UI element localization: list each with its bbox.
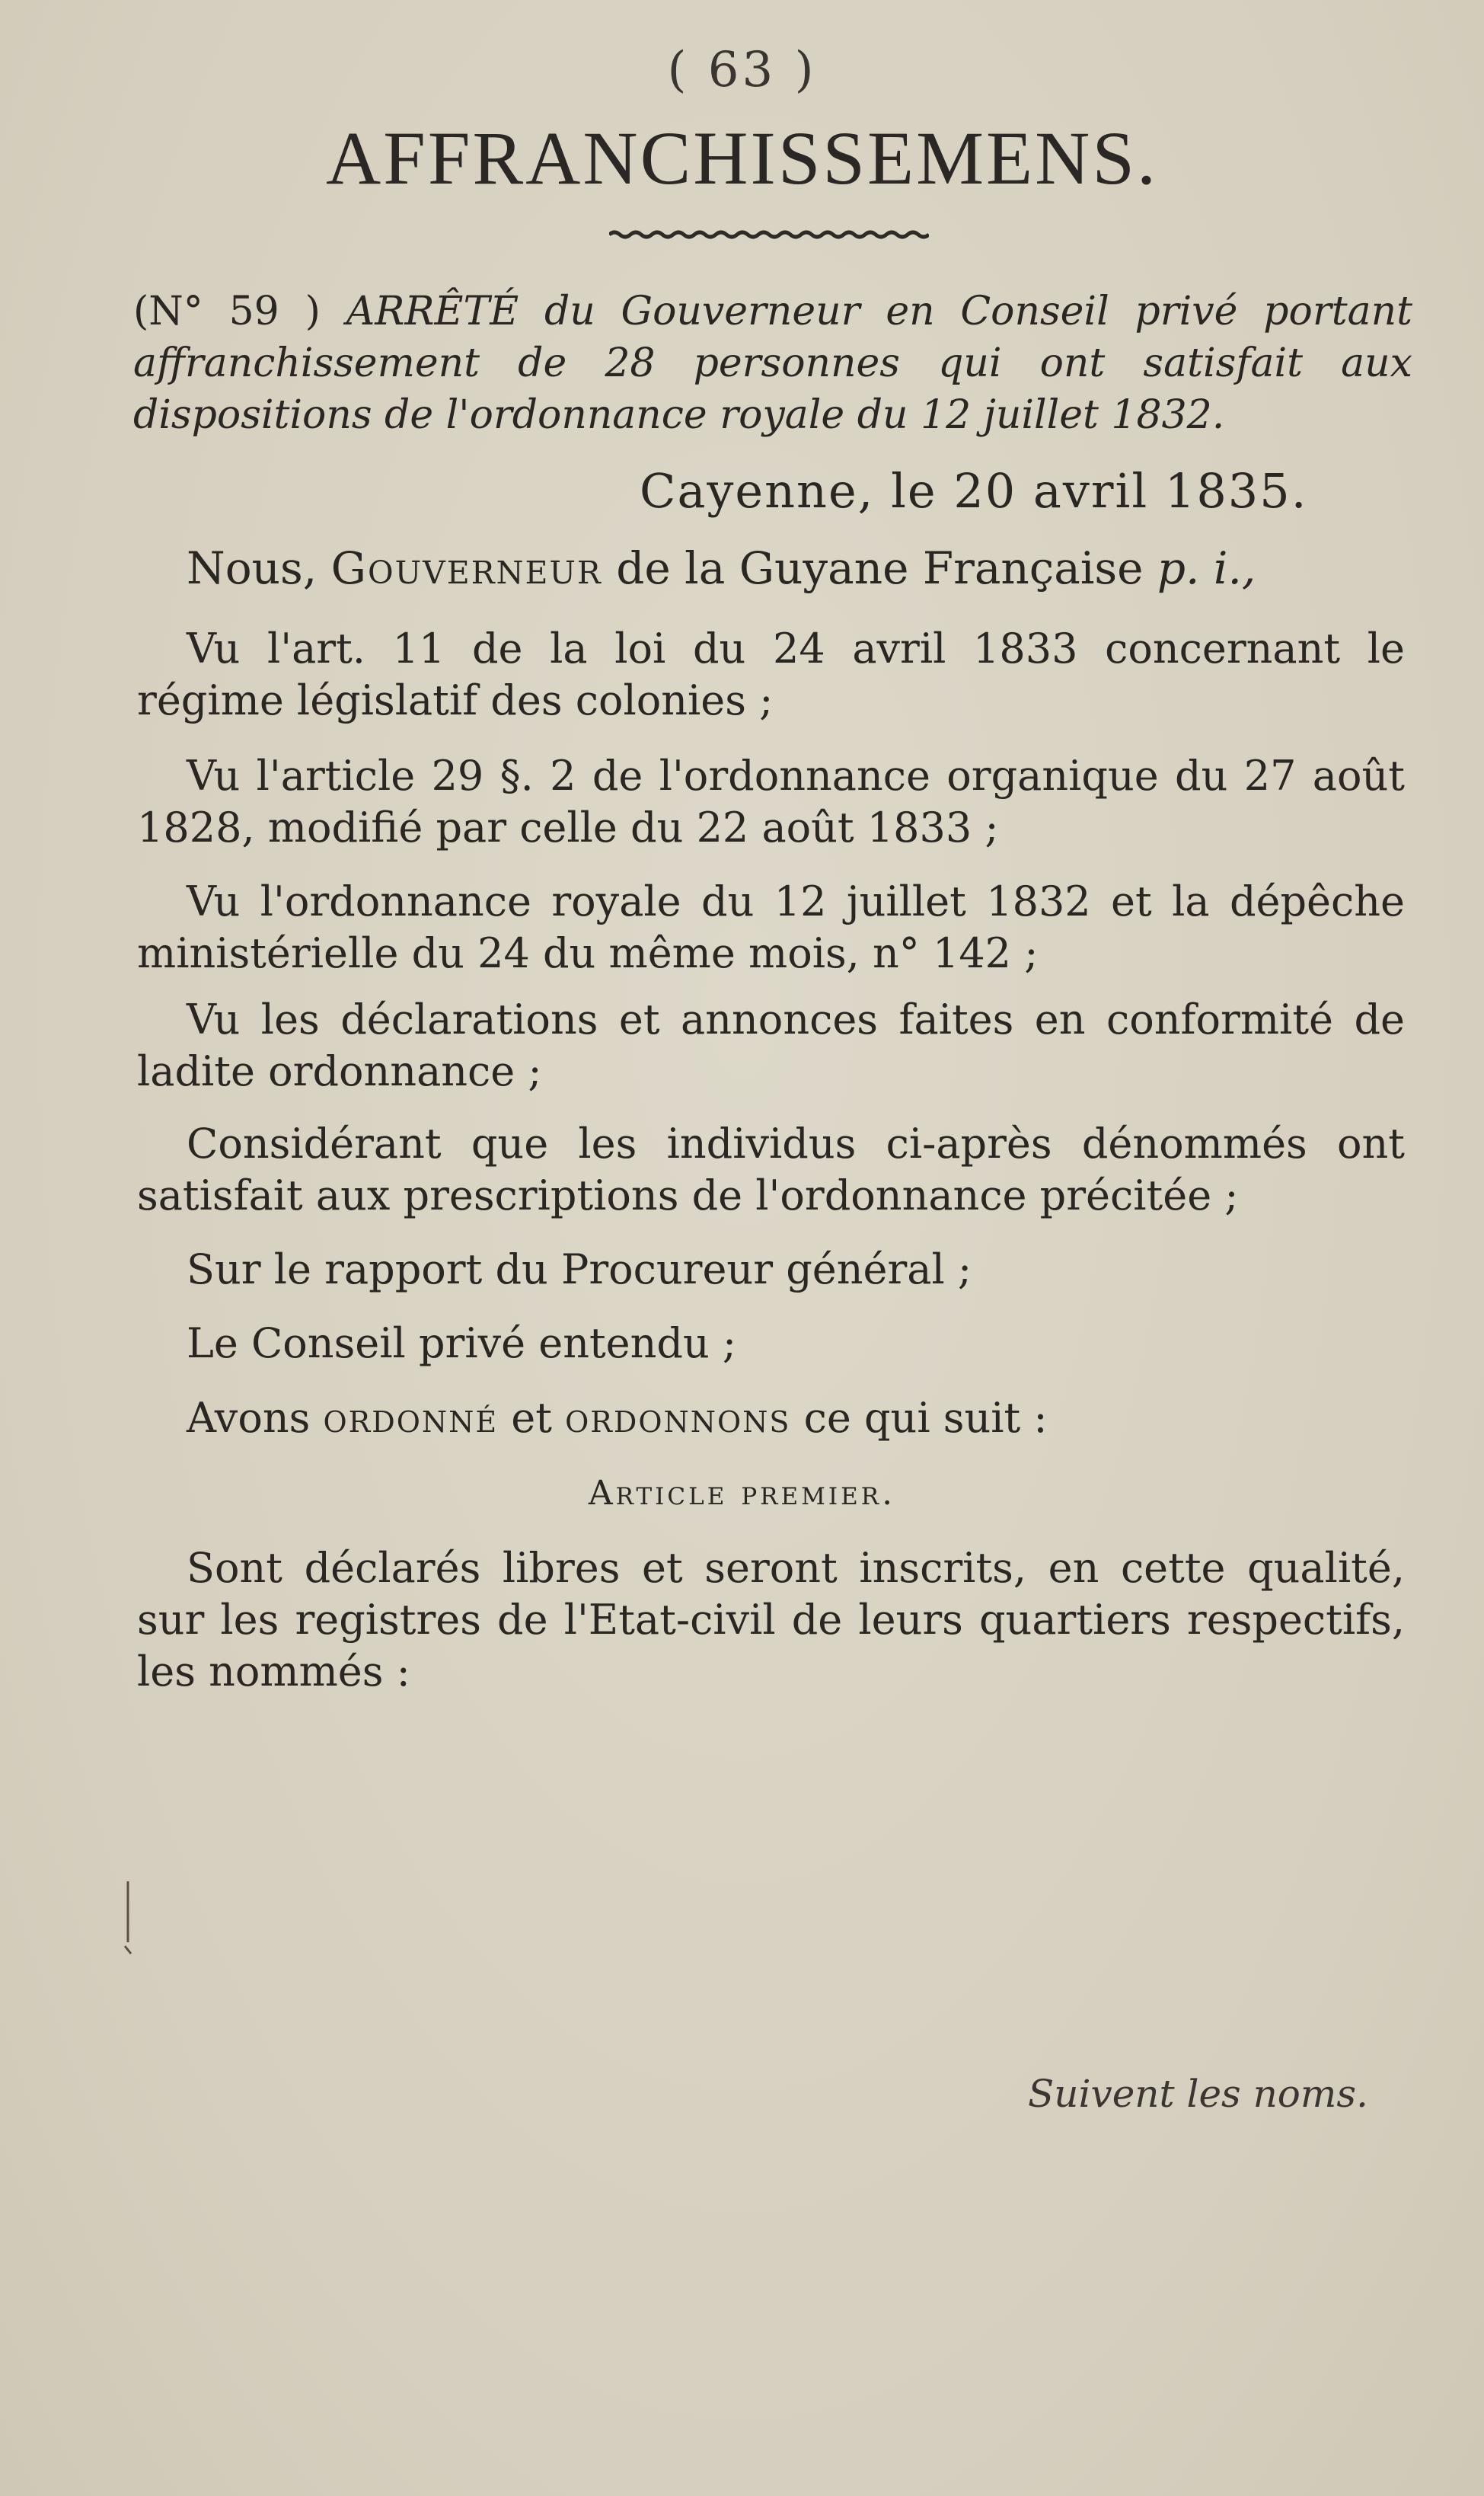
article-heading: Article premier. <box>588 1474 896 1513</box>
page-number: ( 63 ) <box>667 42 817 98</box>
paragraph-vu-declarations: Vu les déclarations et annonces faites en conformité de ladite ordonnance ; <box>137 996 1405 1095</box>
nous-line <box>137 542 1405 594</box>
decree-number: (N° 59 ) <box>133 289 321 334</box>
article-text: Sont déclarés libres et seront inscrits, en cette qualité, sur les registres de l'Etat-civil de leurs quartiers respectifs, les nommés : <box>137 1544 1405 1695</box>
margin-mark <box>120 1881 136 1965</box>
date-line: Cayenne, le 20 avril 1835. <box>640 463 1308 519</box>
paragraph-vu-loi: Vu l'art. 11 de la loi du 24 avril 1833 concernant le régime législatif des colonies ; <box>137 625 1405 724</box>
ornament-rule <box>609 229 929 241</box>
footer-note: Suivent les noms. <box>1028 2072 1368 2116</box>
paragraph-vu-article: Vu l'article 29 §. 2 de l'ordonnance organique du 27 août 1828, modifié par celle du 22 août 1833 ; <box>137 752 1405 852</box>
avons-rest: ce qui suit : <box>790 1394 1048 1442</box>
nous-prefix: Nous, <box>187 542 318 594</box>
paragraph-conseil: Le Conseil privé entendu ; <box>187 1319 737 1367</box>
decree-heading: ARRÊTÉ du Gouverneur en Conseil privé portant affranchissement de 28 personnes qui ont satisfait aux dispositions de l'ordonnance royale du 12 juillet 1832. <box>133 289 1412 438</box>
avons-ordonne: ordonné <box>323 1394 499 1442</box>
paragraph-rapport: Sur le rapport du Procureur général ; <box>187 1245 972 1293</box>
page-title: AFFRANCHISSEMENS. <box>326 116 1158 200</box>
nous-rest: de la Guyane Française <box>602 542 1157 594</box>
paragraph-considerant: Considérant que les individus ci-après dénommés ont satisfait aux prescriptions de l'ordonnance précitée ; <box>137 1120 1405 1219</box>
avons-ordonnons: ordonnons <box>565 1394 791 1442</box>
avons-et: et <box>498 1394 566 1442</box>
nous-gouverneur: Gouverneur <box>330 542 602 594</box>
nous-pi: p. i., <box>1157 542 1256 594</box>
avons-a: Avons <box>187 1394 324 1442</box>
decree-heading-block <box>133 286 1412 441</box>
paragraph-vu-ordonnance: Vu l'ordonnance royale du 12 juillet 1832 et la dépêche ministérielle du 24 du même mois, n° 142 ; <box>137 877 1405 977</box>
avons-line <box>137 1392 1405 1444</box>
